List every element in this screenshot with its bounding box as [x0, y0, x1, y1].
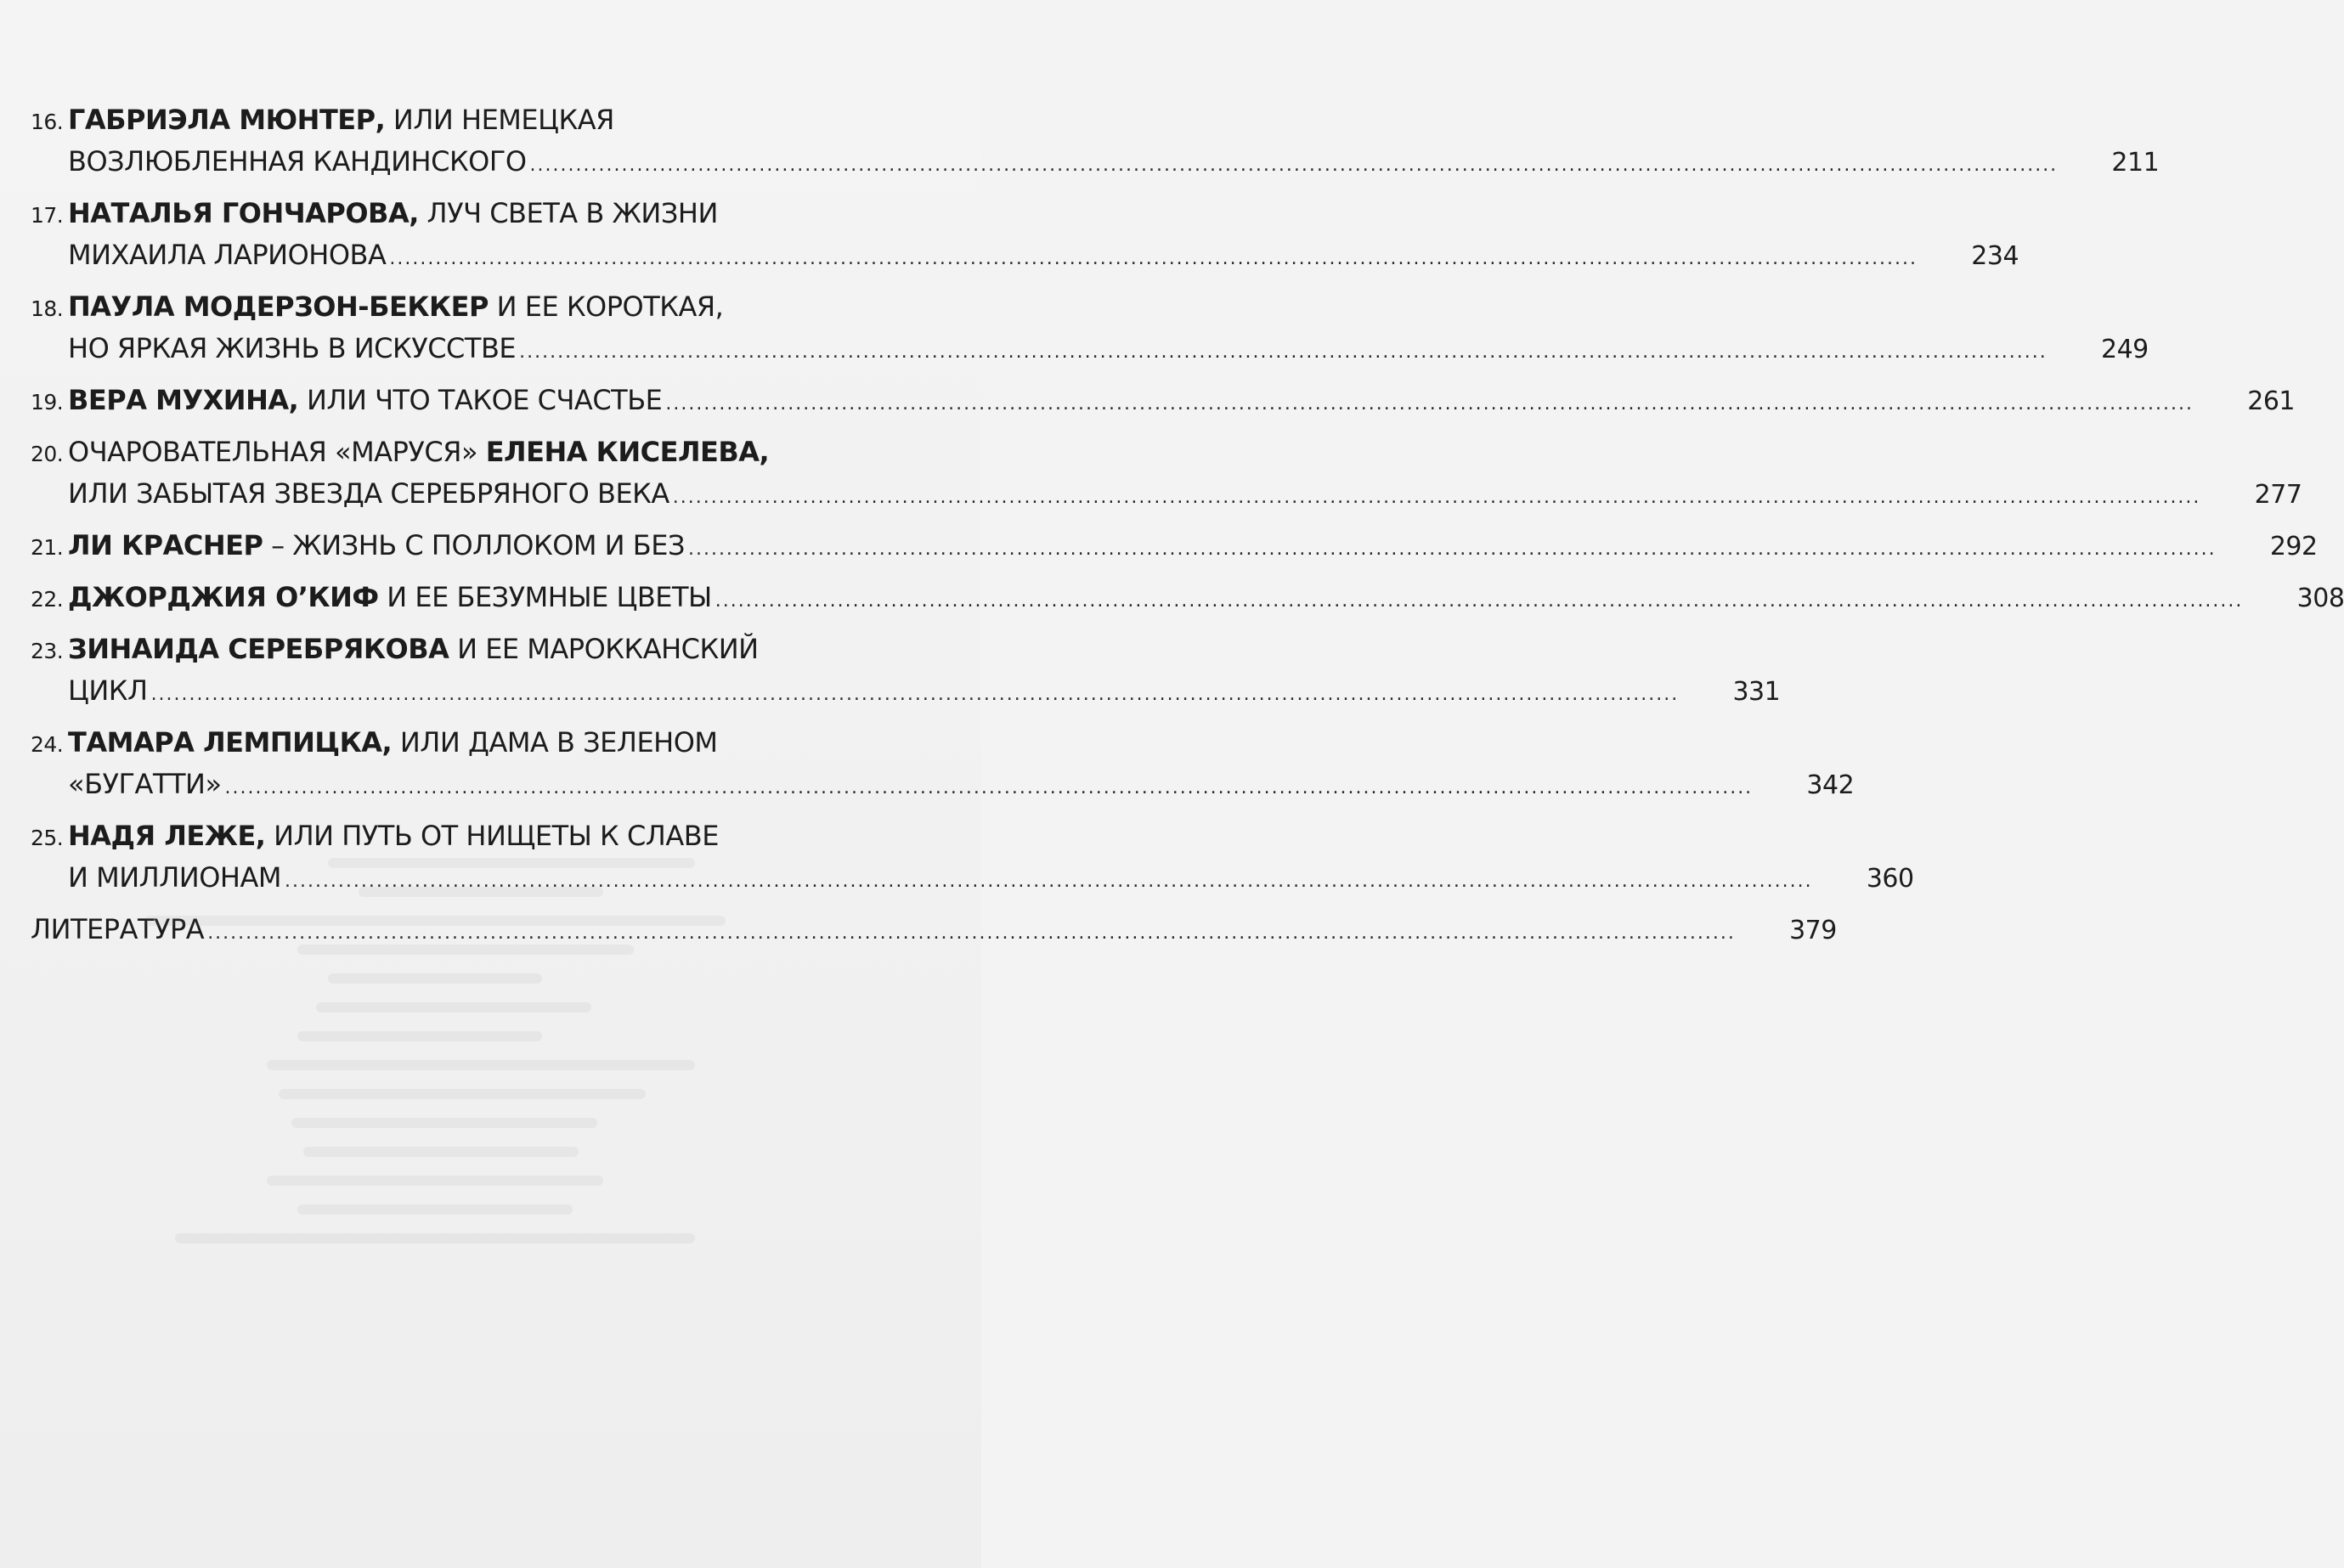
page-number: 308	[2296, 584, 2344, 613]
artist-name: ЛИ КРАСНЕР	[68, 529, 263, 561]
chapter-subtitle: НО ЯРКАЯ ЖИЗНЬ В ИСКУССТВЕ	[68, 332, 517, 364]
dot-leader: ........................................................................................................................................................................................................	[389, 248, 1918, 269]
artist-name: ДЖОРДЖИЯ О’КИФ	[68, 581, 379, 613]
chapter-title	[68, 194, 718, 233]
literature-label: ЛИТЕРАТУРА	[31, 913, 205, 945]
chapter-number: 18.	[31, 296, 64, 321]
dot-leader: ........................................................................................................................................................................................................	[529, 155, 2059, 176]
page-number: 211	[2111, 148, 2160, 178]
chapter-title	[68, 526, 685, 565]
chapter-title	[68, 816, 719, 855]
chapter-number: 16.	[31, 110, 64, 134]
chapter-title	[68, 287, 723, 326]
page-number: 379	[1789, 916, 1837, 945]
chapter-subtitle: И ЕЕ КОРОТКАЯ,	[488, 290, 724, 323]
page-number: 360	[1866, 864, 1914, 894]
chapter-subtitle: ЦИКЛ	[68, 674, 148, 707]
toc-entry-line	[31, 235, 2019, 279]
toc-entry-line	[31, 287, 846, 329]
page-number: 234	[1971, 241, 2019, 271]
toc-entry	[31, 194, 2019, 279]
chapter-title	[68, 629, 759, 668]
dot-leader: ........................................................................................................................................................................................................	[665, 393, 2194, 415]
chapter-subtitle: И ЕЕ БЕЗУМНЫЕ ЦВЕТЫ	[378, 581, 712, 613]
dot-leader: ........................................................................................................................................................................................................	[672, 487, 2201, 508]
artist-name: ГАБРИЭЛА МЮНТЕР,	[68, 104, 386, 136]
toc-entry	[31, 723, 1855, 808]
show-through-text	[144, 858, 756, 1410]
toc-entry	[31, 432, 2302, 517]
toc-entry	[31, 629, 1781, 714]
toc-entry-line	[31, 194, 846, 235]
chapter-number: 24.	[31, 732, 64, 757]
toc-entry-line	[31, 671, 1781, 714]
chapter-number: 23.	[31, 639, 64, 663]
chapter-title	[68, 235, 386, 274]
chapter-subtitle: ИЛИ ПУТЬ ОТ НИЩЕТЫ К СЛАВЕ	[265, 820, 719, 852]
artist-name: ЗИНАИДА СЕРЕБРЯКОВА	[68, 633, 449, 665]
chapter-subtitle: ОЧАРОВАТЕЛЬНАЯ «МАРУСЯ»	[68, 436, 486, 468]
dot-leader: ........................................................................................................................................................................................................	[150, 684, 1680, 705]
dot-leader: ........................................................................................................................................................................................................	[207, 922, 1736, 944]
chapter-title	[68, 100, 614, 139]
chapter-number: 25.	[31, 826, 64, 850]
toc-entry-line	[31, 764, 1855, 808]
toc-entry-line	[31, 142, 2160, 185]
dot-leader: ........................................................................................................................................................................................................	[687, 539, 2217, 560]
toc-entry-line	[31, 629, 846, 671]
chapter-number: 17.	[31, 203, 64, 228]
toc-entry-line	[31, 816, 846, 858]
chapter-number: 21.	[31, 535, 64, 560]
toc-entry	[31, 578, 2344, 621]
toc-entry-line	[31, 526, 2318, 569]
chapter-title	[68, 723, 718, 762]
chapter-subtitle: ИЛИ ЗАБЫТАЯ ЗВЕЗДА СЕРЕБРЯНОГО ВЕКА	[68, 477, 669, 510]
chapter-subtitle: И ЕЕ МАРОККАНСКИЙ	[449, 633, 759, 665]
artist-name: НАДЯ ЛЕЖЕ,	[68, 820, 266, 852]
chapter-title	[68, 671, 148, 710]
artist-name: ПАУЛА МОДЕРЗОН-БЕККЕР	[68, 290, 489, 323]
chapter-subtitle: ЛУЧ СВЕТА В ЖИЗНИ	[418, 197, 718, 229]
chapter-number: 20.	[31, 442, 64, 466]
page-number: 249	[2100, 335, 2149, 364]
artist-name: ЕЛЕНА КИСЕЛЕВА,	[485, 436, 770, 468]
chapter-title	[68, 329, 516, 368]
page-number: 292	[2269, 532, 2318, 561]
chapter-subtitle: ИЛИ ЧТО ТАКОЕ СЧАСТЬЕ	[298, 384, 663, 416]
artist-name: ТАМАРА ЛЕМПИЦКА,	[68, 726, 393, 759]
chapter-title	[68, 381, 662, 420]
toc-entry-line	[31, 100, 846, 142]
chapter-subtitle: ВОЗЛЮБЛЕННАЯ КАНДИНСКОГО	[68, 145, 527, 178]
chapter-title	[68, 578, 712, 617]
page-number: 342	[1806, 770, 1855, 800]
page-number: 261	[2247, 386, 2296, 416]
artist-name: НАТАЛЬЯ ГОНЧАРОВА,	[68, 197, 419, 229]
chapter-subtitle: – ЖИЗНЬ С ПОЛЛОКОМ И БЕЗ	[263, 529, 685, 561]
dot-leader: ........................................................................................................................................................................................................	[519, 341, 2047, 363]
toc-entry	[31, 100, 2160, 185]
chapter-title	[68, 142, 527, 181]
dot-leader: ........................................................................................................................................................................................................	[224, 777, 1754, 798]
chapter-title	[68, 764, 222, 804]
toc-entry-line	[31, 474, 2302, 517]
chapter-title	[68, 474, 669, 513]
page-number: 277	[2254, 480, 2302, 510]
chapter-subtitle: ИЛИ НЕМЕЦКАЯ	[385, 104, 614, 136]
table-of-contents	[31, 100, 2344, 962]
dot-leader: ........................................................................................................................................................................................................	[714, 590, 2244, 612]
toc-entry	[31, 526, 2318, 569]
chapter-number: 22.	[31, 587, 64, 612]
chapter-subtitle: МИХАИЛА ЛАРИОНОВА	[68, 239, 387, 271]
toc-entry-line	[31, 578, 2344, 621]
artist-name: ВЕРА МУХИНА,	[68, 384, 299, 416]
page-number: 331	[1732, 677, 1781, 707]
chapter-subtitle: ИЛИ ДАМА В ЗЕЛЕНОМ	[392, 726, 718, 759]
toc-entry	[31, 381, 2296, 424]
chapter-number: 19.	[31, 390, 64, 415]
toc-entry	[31, 287, 2149, 372]
chapter-subtitle: И МИЛЛИОНАМ	[68, 861, 281, 894]
toc-entry-line	[31, 329, 2149, 372]
toc-entry-line	[31, 381, 2296, 424]
chapter-title	[68, 432, 769, 471]
chapter-subtitle: «БУГАТТИ»	[68, 768, 222, 800]
dot-leader: ........................................................................................................................................................................................................	[284, 871, 1813, 892]
toc-entry-line	[31, 432, 846, 474]
toc-entry-line	[31, 723, 846, 764]
